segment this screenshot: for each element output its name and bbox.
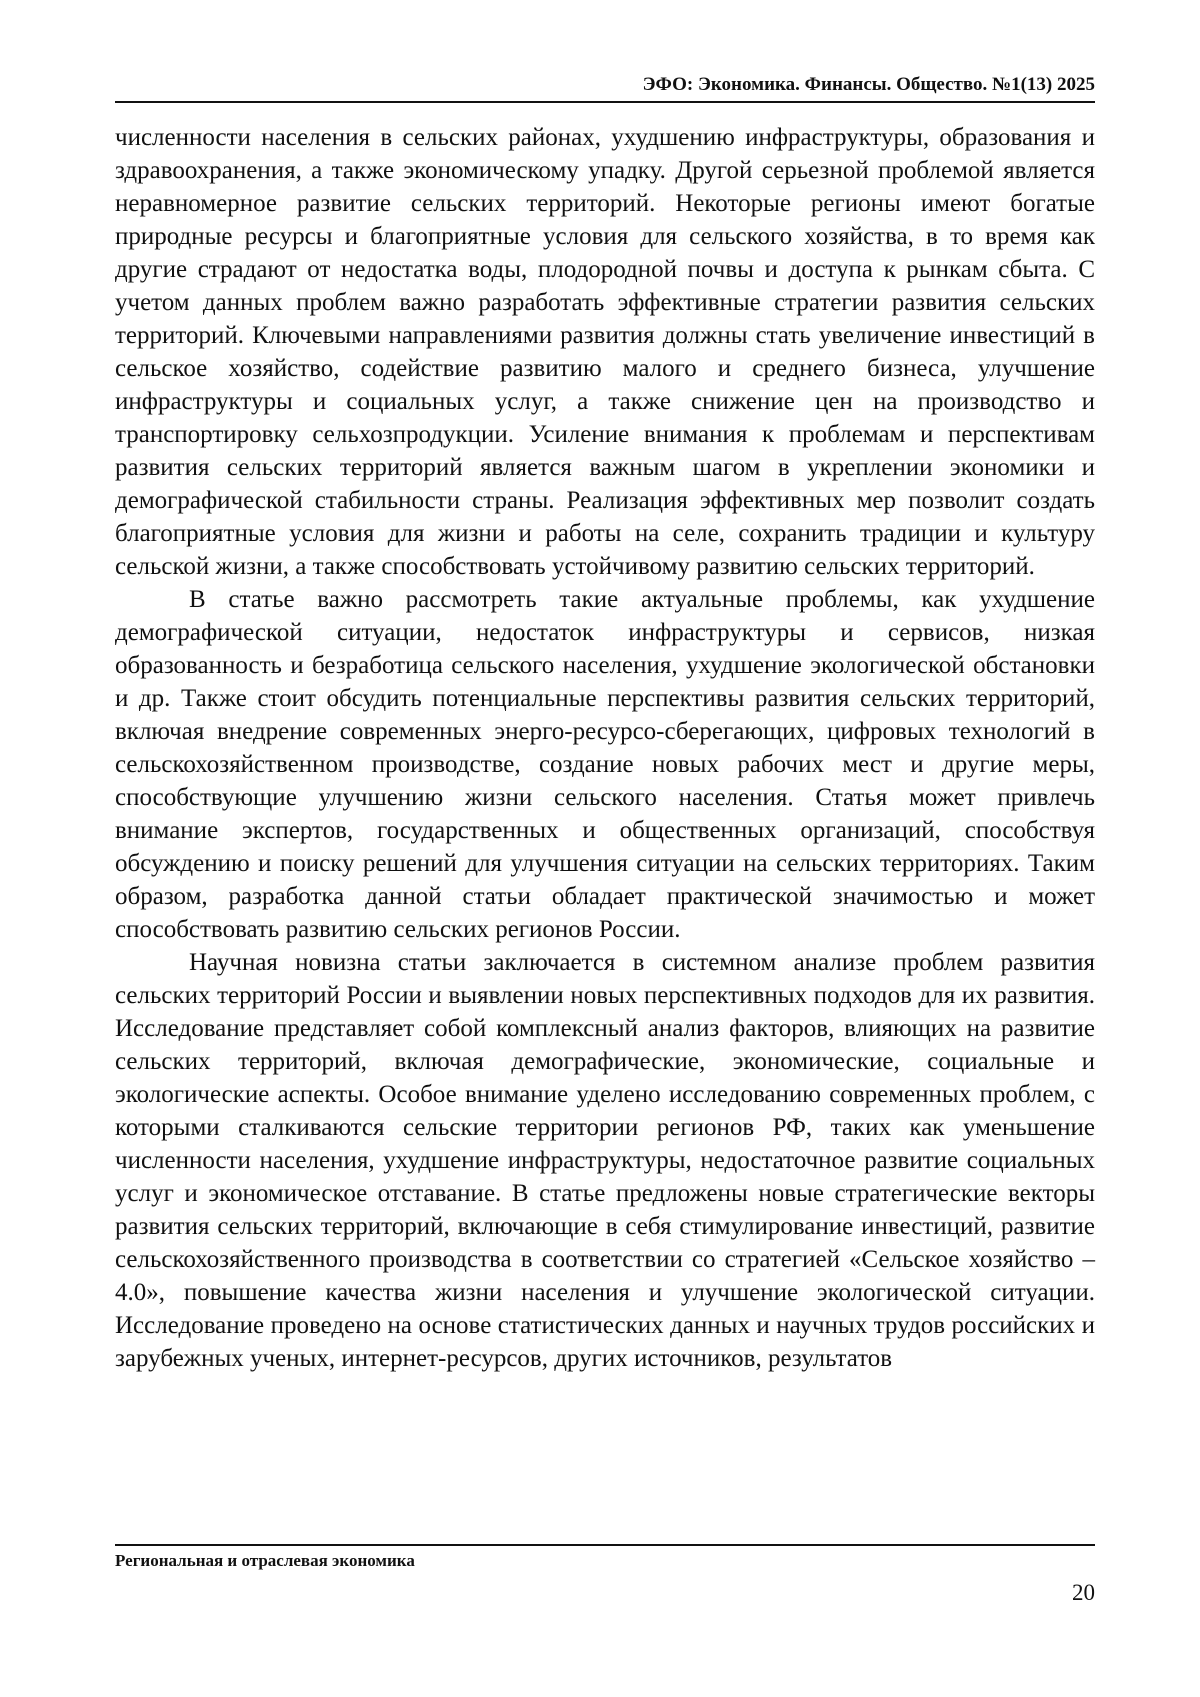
paragraph-continuation: численности населения в сельских районах, ухудшению инфраструктуры, образования и здравоохранения, а также экономическому упадку. Другой серьезной проблемой является неравномерное развитие сельских территорий. Некоторые регионы имеют богатые природные ресурсы и благоприятные условия для сельского хозяйства, в то время как другие страдают от недостатка воды, плодородной почвы и доступа к рынкам сбыта. С учетом данных проблем важно разработать эффективные стратегии развития сельских территорий. Ключевыми направлениями развития должны стать увеличение инвестиций в сельское хозяйство, содействие развитию малого и среднего бизнеса, улучшение инфраструктуры и социальных услуг, а также снижение цен на производство и транспортировку сельхозпродукции. Усиление внимания к проблемам и перспективам развития сельских территорий является важным шагом в укреплении экономики и демографической стабильности страны. Реализация эффективных мер позволит создать благоприятные условия для жизни и работы на селе, сохранить традиции и культуру сельской жизни, а также способствовать устойчивому развитию сельских территорий. bbox=[115, 121, 1095, 583]
header-divider bbox=[115, 101, 1095, 103]
page-number: 20 bbox=[1040, 1578, 1095, 1608]
running-header: ЭФО: Экономика. Финансы. Общество. №1(13) 2025 bbox=[115, 72, 1095, 98]
footer-divider bbox=[115, 1544, 1095, 1546]
article-body bbox=[115, 121, 1095, 1375]
paragraph-problems: В статье важно рассмотреть такие актуальные проблемы, как ухудшение демографической ситуации, недостаток инфраструктуры и сервисов, низкая образованность и безработица сельского населения, ухудшение экологической обстановки и др. Также стоит обсудить потенциальные перспективы развития сельских территорий, включая внедрение современных энерго-ресурсо-сберегающих, цифровых технологий в сельскохозяйственном производстве, создание новых рабочих мест и другие меры, способствующие улучшению жизни сельского населения. Статья может привлечь внимание экспертов, государственных и общественных организаций, способствуя обсуждению и поиску решений для улучшения ситуации на сельских территориях. Таким образом, разработка данной статьи обладает практической значимостью и может способствовать развитию сельских регионов России. bbox=[115, 583, 1095, 946]
section-title-footer: Региональная и отраслевая экономика bbox=[115, 1549, 415, 1573]
journal-page bbox=[0, 0, 1200, 1697]
paragraph-novelty: Научная новизна статьи заключается в системном анализе проблем развития сельских территорий России и выявлении новых перспективных подходов для их развития. Исследование представляет собой комплексный анализ факторов, влияющих на развитие сельских территорий, включая демографические, экономические, социальные и экологические аспекты. Особое внимание уделено исследованию современных проблем, с которыми сталкиваются сельские территории регионов РФ, таких как уменьшение численности населения, ухудшение инфраструктуры, недостаточное развитие социальных услуг и экономическое отставание. В статье предложены новые стратегические векторы развития сельских территорий, включающие в себя стимулирование инвестиций, развитие сельскохозяйственного производства в соответствии со стратегией «Сельское хозяйство – 4.0», повышение качества жизни населения и улучшение экологической ситуации. Исследование проведено на основе статистических данных и научных трудов российских и зарубежных ученых, интернет-ресурсов, других источников, результатов bbox=[115, 946, 1095, 1375]
